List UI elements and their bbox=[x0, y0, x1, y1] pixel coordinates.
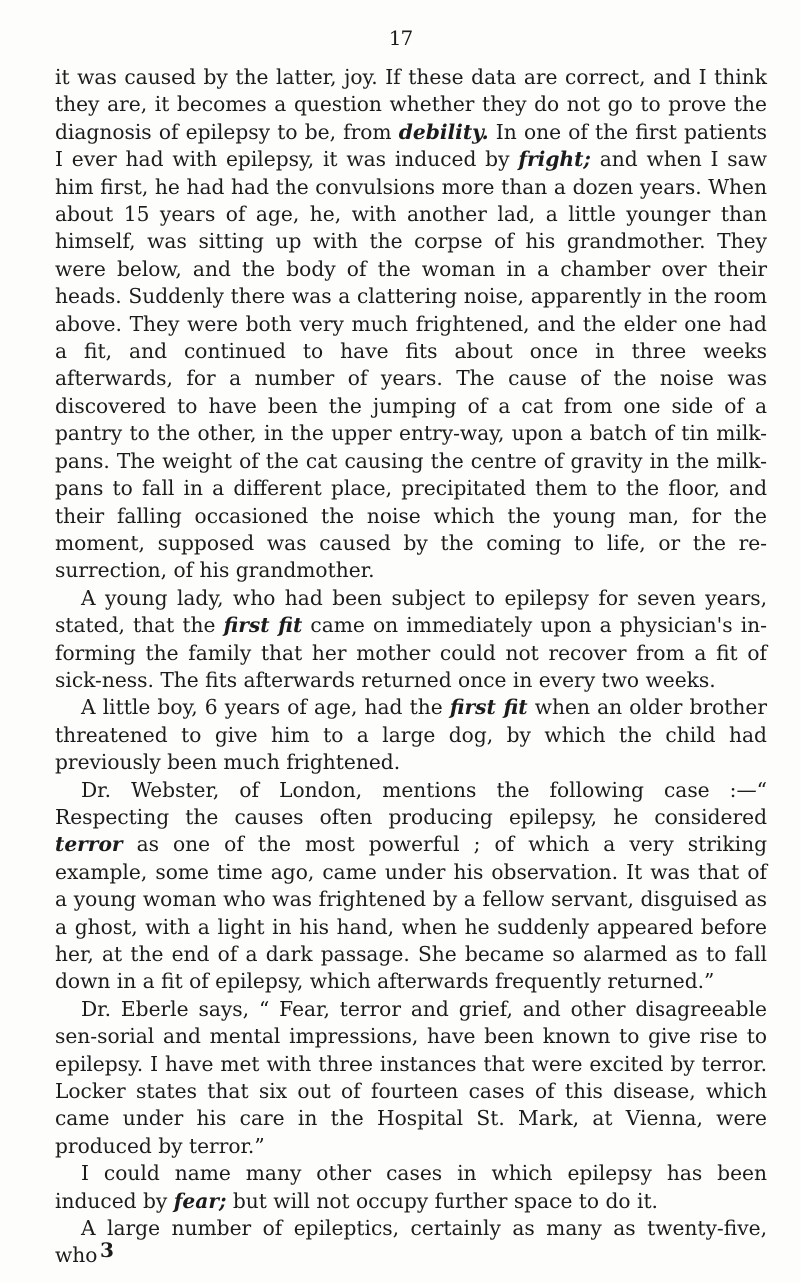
text-run: A large number of epileptics, certainly as many as twenty-five, who bbox=[55, 1216, 767, 1268]
text-run: Dr. Webster, of London, mentions the following case :—“ Respecting the causes often producing epilepsy, he considered bbox=[55, 777, 767, 829]
text-run: A young lady, who had been subject to epilepsy for seven years, stated, that the bbox=[55, 585, 767, 638]
paragraph bbox=[55, 1160, 767, 1215]
paragraph bbox=[55, 996, 767, 1160]
text-run: I could name many other cases in which epilepsy has been induced by bbox=[55, 1161, 767, 1213]
paragraph bbox=[55, 694, 767, 776]
text-run: as one of the most powerful ; of which a very striking example, some time ago, came under his observation. It was that of a young woman who was frightened by a fellow servant, disguised as a ghost, with a light in his hand, when he suddenly appeared before her, at the end of a dark passage. She became so alarmed as to fall down in a fit of epilepsy, which afterwards frequently returned.” bbox=[55, 832, 767, 994]
emphasis-text: first fit bbox=[223, 613, 303, 638]
body-text bbox=[55, 64, 767, 1270]
text-run: it was caused by the latter, joy. If these data are correct, and I think they are, it becomes a question whether they do not go to prove the diagnosis of epilepsy to be, from bbox=[55, 65, 767, 144]
text-run: Dr. Eberle says, “ Fear, terror and grief, and other disagreeable sen-sorial and mental impressions, have been known to give rise to epilepsy. I have met with three instances that were excited by terror. Locker states that six out of fourteen cases of this disease, which came under his care in the Hospital St. Mark, at Vienna, were produced by terror.” bbox=[55, 996, 767, 1158]
emphasis-text: terror bbox=[55, 832, 123, 857]
text-run: A little boy, 6 years of age, had the bbox=[81, 695, 450, 720]
paragraph bbox=[55, 64, 767, 585]
paragraph bbox=[55, 585, 767, 695]
emphasis-text: fright; bbox=[518, 147, 591, 172]
emphasis-text: debility. bbox=[398, 119, 489, 144]
paragraph bbox=[55, 1215, 767, 1270]
page-number: 17 bbox=[388, 26, 413, 50]
text-run: came on immediately upon a physician's in-forming the family that her mother could not recover from a fit of sick-ness. The fits afterwards returned once in every two weeks. bbox=[55, 613, 767, 692]
text-run: but will not occupy further space to do it. bbox=[226, 1188, 658, 1213]
text-run: and when I saw him first, he had had the convulsions more than a dozen years. When about 15 years of age, he, with another lad, a little younger than himself, was sitting up with the corpse of his grandmother. They were below, and the body of the woman in a chamber over their heads. Suddenly there was a clattering noise, apparently in the room above. They were both very much frightened, and the elder one had a fit, and continued to have fits about once in three weeks afterwards, for a number of years. The cause of the noise was discovered to have been the jumping of a cat from one side of a pantry to the other, in the upper entry-way, upon a batch of tin milk-pans. The weight of the cat causing the centre of gravity in the milk-pans to fall in a different place, precipitated them to the floor, and their falling occasioned the noise which the young man, for the moment, supposed was caused by the coming to life, or the re-surrection, of his grandmother. bbox=[55, 147, 767, 583]
text-run: when an older brother threatened to give him to a large dog, by which the child had previously been much frightened. bbox=[55, 695, 767, 775]
emphasis-text: fear; bbox=[173, 1188, 227, 1213]
emphasis-text: first fit bbox=[449, 695, 528, 720]
paragraph bbox=[55, 777, 767, 996]
text-run: In one of the first patients I ever had with epilepsy, it was induced by bbox=[55, 119, 767, 172]
signature-mark: 3 bbox=[100, 1238, 114, 1262]
